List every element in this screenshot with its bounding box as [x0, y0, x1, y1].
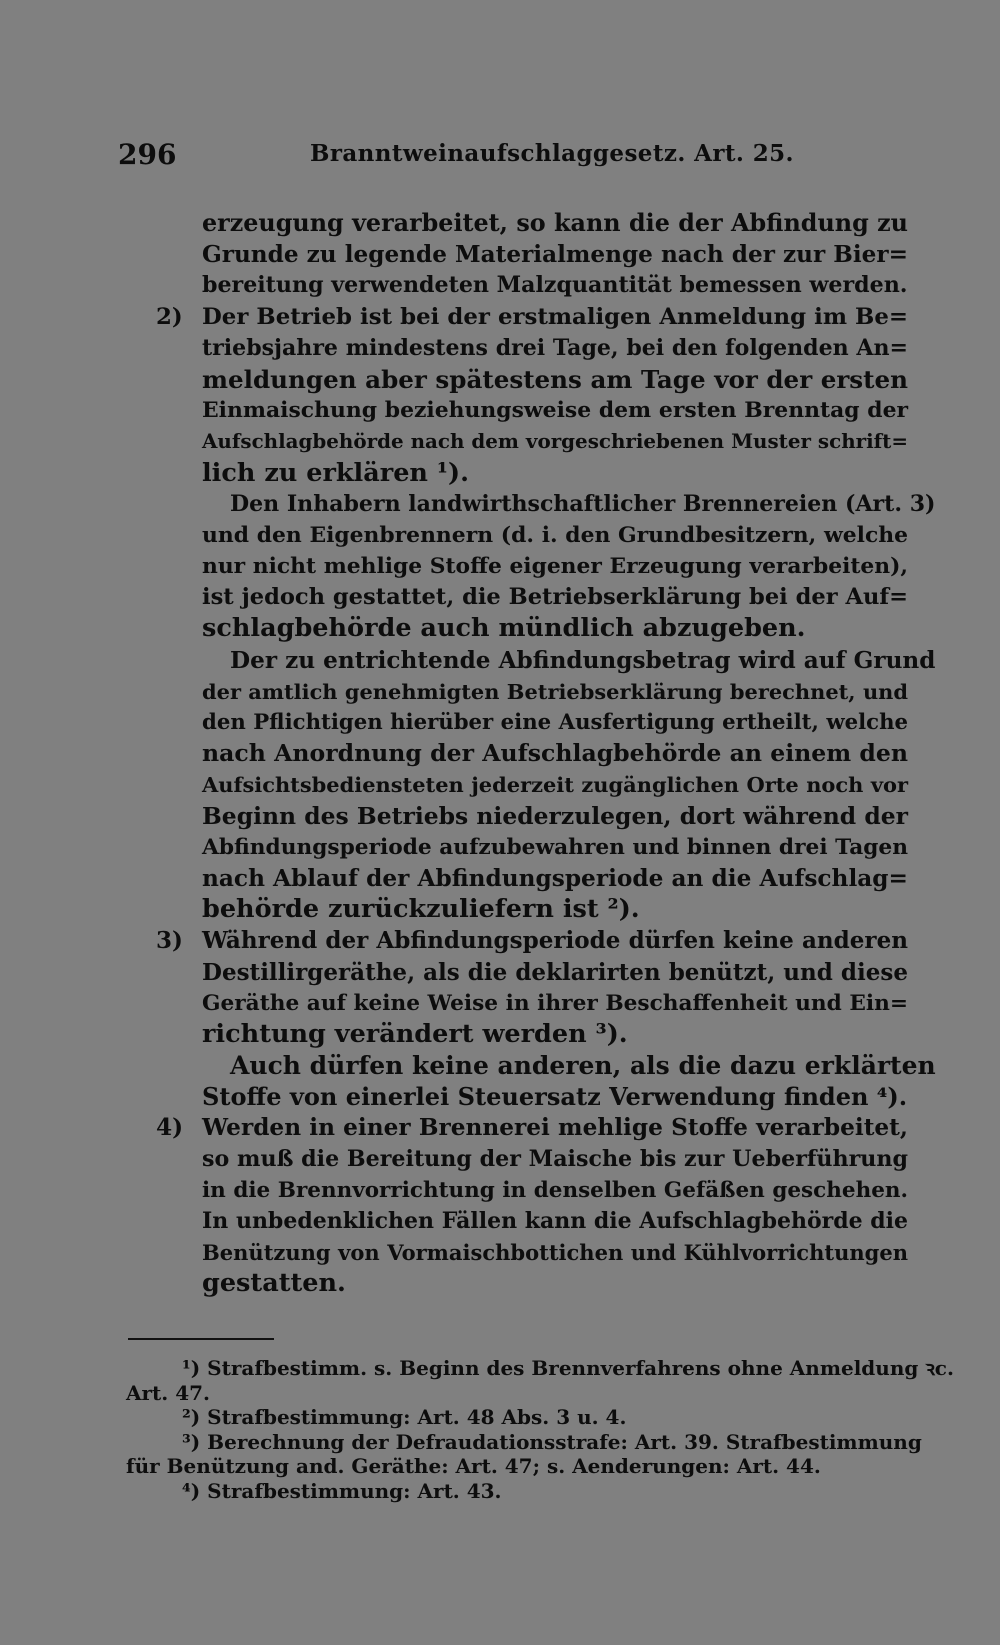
text-line [202, 801, 908, 832]
text-line [202, 769, 908, 800]
line-text: Abfindungsperiode aufzubewahren und binnen drei Tagen [202, 834, 908, 860]
text-line [202, 1268, 908, 1299]
footnote-rule [128, 1338, 274, 1340]
footnote-line: ¹) Strafbestimm. s. Beginn des Brennverfahrens ohne Anmeldung ꝛc. [182, 1356, 954, 1380]
line-text: Der zu entrichtende Abfindungsbetrag wird auf Grund [230, 646, 936, 674]
line-text: in die Brennvorrichtung in denselben Gefäßen geschehen. [202, 1177, 908, 1203]
line-text: Destillirgeräthe, als die deklarirten benützt, und diese [202, 958, 908, 986]
text-line [202, 239, 908, 270]
text-line [202, 1144, 908, 1175]
line-text: so muß die Bereitung der Maische bis zur Ueberführung [202, 1145, 908, 1172]
text-line [202, 1175, 908, 1206]
text-line [202, 582, 908, 613]
line-text: Während der Abfindungsperiode dürfen keine anderen [202, 927, 908, 955]
text-line [202, 395, 908, 426]
line-text: Aufschlagbehörde nach dem vorgeschriebenen Muster schrift= [202, 429, 908, 454]
line-text: Grunde zu legende Materialmenge nach der zur Bier= [202, 241, 908, 269]
line-text: Den Inhabern landwirthschaftlicher Brennereien (Art. 3) [230, 490, 936, 517]
text-line [202, 426, 908, 457]
running-head: Branntweinaufschlaggesetz. Art. 25. [310, 140, 794, 167]
text-line [202, 333, 908, 364]
paragraph-number: 3) [156, 927, 183, 955]
text-line [202, 832, 908, 863]
text-line [202, 988, 908, 1019]
line-text: Einmaischung beziehungsweise dem ersten Brenntag der [202, 397, 908, 424]
paragraph-number: 4) [156, 1114, 184, 1142]
text-line [156, 1112, 908, 1143]
text-line [202, 551, 908, 582]
line-text: bereitung verwendeten Malzquantität bemessen werden. [202, 272, 908, 299]
line-text: Aufsichtsbediensteten jederzeit zugänglichen Orte noch vor [202, 772, 908, 798]
footnote-line: ²) Strafbestimmung: Art. 48 Abs. 3 u. 4. [182, 1405, 627, 1430]
text-line [202, 1050, 936, 1081]
footnote-line: ³) Berechnung der Defraudationsstrafe: Art. 39. Strafbestimmung [182, 1429, 922, 1454]
line-text: gestatten. [202, 1268, 346, 1299]
footnote-line: Art. 47. [126, 1380, 211, 1405]
text-line [202, 1206, 908, 1237]
line-text: den Pflichtigen hierüber eine Ausfertigung ertheilt, welche [202, 710, 908, 735]
text-line [202, 208, 908, 239]
line-text: Der Betrieb ist bei der erstmaligen Anmeldung im Be= [202, 303, 908, 330]
text-line [202, 707, 908, 738]
text-line [202, 957, 908, 988]
text-line [202, 1019, 908, 1050]
text-line [202, 863, 908, 894]
text-line [202, 738, 908, 769]
text-line [202, 894, 908, 925]
line-text: Geräthe auf keine Weise in ihrer Beschaffenheit und Ein= [202, 990, 908, 1016]
line-text: Stoffe von einerlei Steuersatz Verwendung finden ⁴). [202, 1082, 908, 1112]
line-text: und den Eigenbrennern (d. i. den Grundbesitzern, welche [202, 521, 908, 548]
line-text: erzeugung verarbeitet, so kann die der Abfindung zu [202, 209, 908, 237]
text-line [202, 489, 936, 520]
text-line [202, 520, 908, 551]
line-text: nur nicht mehlige Stoffe eigener Erzeugung verarbeiten), [202, 554, 908, 580]
page-number: 296 [118, 138, 177, 171]
text-line [156, 925, 908, 956]
line-text: In unbedenklichen Fällen kann die Aufschlagbehörde die [202, 1208, 908, 1234]
footnote-line: ⁴) Strafbestimmung: Art. 43. [182, 1478, 502, 1503]
footnotes [126, 1356, 954, 1504]
line-text: Werden in einer Brennerei mehlige Stoffe verarbeitet, [202, 1114, 908, 1142]
line-text: behörde zurückzuliefern ist ²). [202, 894, 640, 925]
text-line [202, 270, 908, 301]
text-line [202, 676, 908, 707]
line-text: Auch dürfen keine anderen, als die dazu erklärten [230, 1051, 936, 1081]
text-line [202, 458, 908, 489]
text-line [202, 613, 908, 644]
footnote-line: für Benützung and. Geräthe: Art. 47; s. Aenderungen: Art. 44. [126, 1454, 821, 1479]
line-text: Beginn des Betriebs niederzulegen, dort während der [202, 801, 908, 830]
paragraph-number: 2) [156, 303, 183, 330]
line-text: lich zu erklären ¹). [202, 457, 469, 488]
line-text: schlagbehörde auch mündlich abzugeben. [202, 613, 806, 644]
line-text: Benützung von Vormaischbottichen und Kühlvorrichtungen [202, 1240, 908, 1266]
body-text [156, 208, 936, 1300]
text-line [202, 1237, 908, 1268]
line-text: richtung verändert werden ³). [202, 1018, 628, 1049]
line-text: meldungen aber spätestens am Tage vor der ersten [202, 364, 908, 394]
text-line [202, 364, 908, 395]
text-line [156, 302, 908, 333]
line-text: nach Anordnung der Aufschlagbehörde an einem den [202, 739, 908, 768]
line-text: der amtlich genehmigten Betriebserklärung berechnet, und [202, 678, 908, 704]
line-text: nach Ablauf der Abfindungsperiode an die Aufschlag= [202, 864, 908, 892]
line-text: triebsjahre mindestens drei Tage, bei den folgenden An= [202, 334, 908, 361]
line-text: ist jedoch gestattet, die Betriebserklärung bei der Auf= [202, 584, 908, 611]
text-line [202, 1081, 908, 1112]
page-header [118, 138, 908, 178]
text-line [202, 645, 936, 676]
